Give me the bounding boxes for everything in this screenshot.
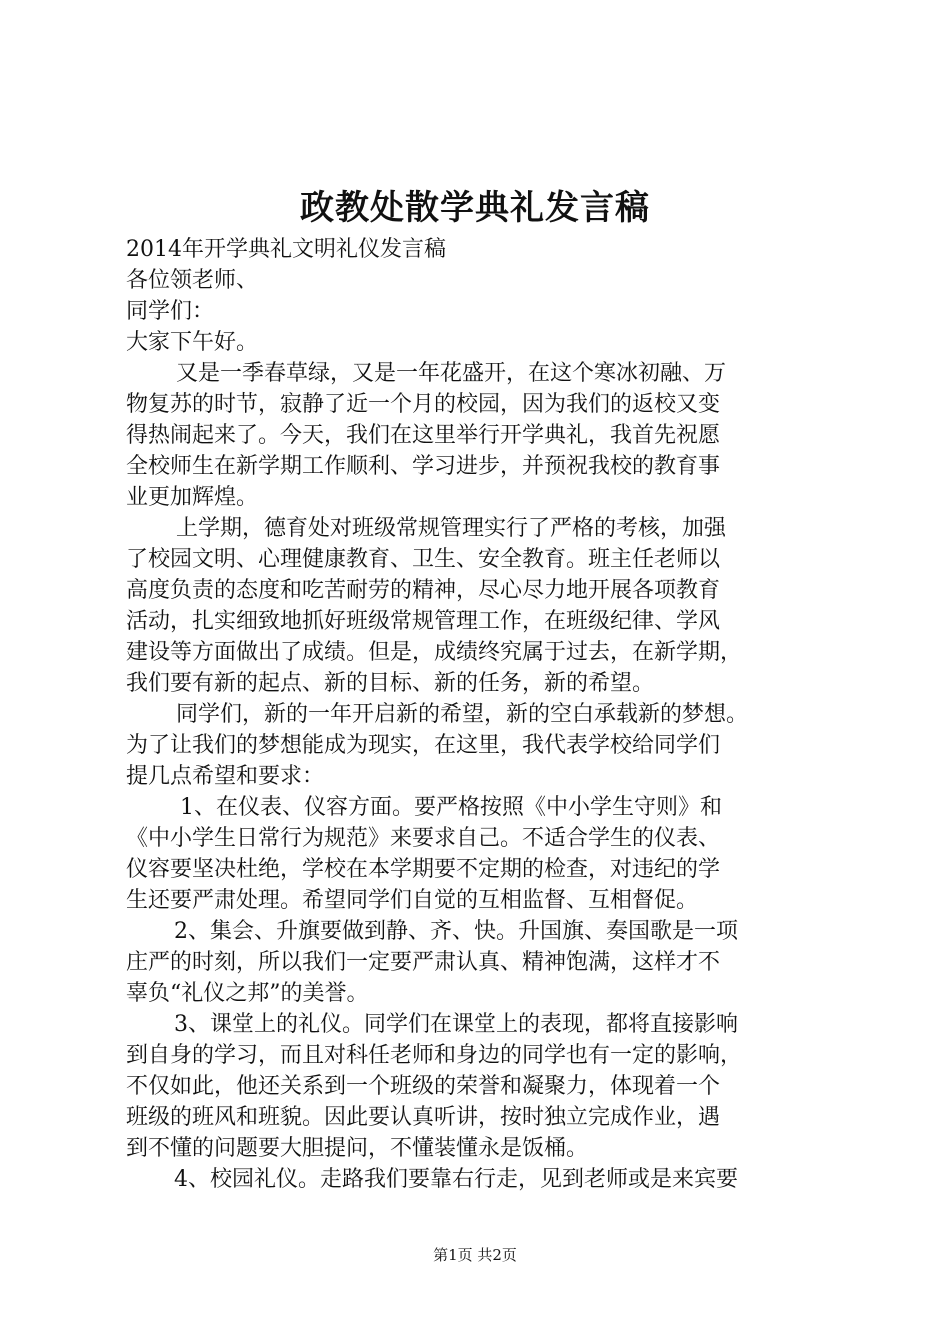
paragraph-line: 为了让我们的梦想能成为现实，在这里，我代表学校给同学们 bbox=[126, 733, 721, 758]
document-title: 政教处散学典礼发言稿 bbox=[300, 188, 650, 228]
salutation-line: 同学们： bbox=[126, 299, 215, 324]
list-item-line: 庄严的时刻，所以我们一定要严肃认真、精神饱满，这样才不 bbox=[126, 950, 721, 975]
list-item-line: 辜负“礼仪之邦”的美誉。 bbox=[126, 981, 369, 1006]
list-item-line: 生还要严肃处理。希望同学们自觉的互相监督、互相督促。 bbox=[126, 888, 699, 913]
list-item-line: 3、课堂上的礼仪。同学们在课堂上的表现，都将直接影响 bbox=[174, 1012, 738, 1037]
paragraph-line: 建设等方面做出了成绩。但是，成绩终究属于过去，在新学期， bbox=[126, 640, 743, 665]
paragraph-line: 业更加辉煌。 bbox=[126, 485, 259, 510]
paragraph-line: 我们要有新的起点、新的目标、新的任务，新的希望。 bbox=[126, 671, 655, 696]
list-item-line: 1、在仪表、仪容方面。要严格按照《中小学生守则》和 bbox=[180, 795, 722, 820]
list-item-line: 到不懂的问题要大胆提问，不懂装懂永是饭桶。 bbox=[126, 1136, 589, 1161]
list-item-line: 4、校园礼仪。走路我们要靠右行走，见到老师或是来宾要 bbox=[174, 1167, 738, 1192]
list-item-line: 班级的班风和班貌。因此要认真听讲，按时独立完成作业，遇 bbox=[126, 1105, 721, 1130]
paragraph-line: 活动，扎实细致地抓好班级常规管理工作，在班级纪律、学风 bbox=[126, 609, 721, 634]
greeting-line: 大家下午好。 bbox=[126, 330, 259, 355]
paragraph-line: 全校师生在新学期工作顺利、学习进步，并预祝我校的教育事 bbox=[126, 454, 721, 479]
list-item-line: 不仅如此，他还关系到一个班级的荣誉和凝聚力，体现着一个 bbox=[126, 1074, 721, 1099]
list-item-line: 仪容要坚决杜绝，学校在本学期要不定期的检查，对违纪的学 bbox=[126, 857, 721, 882]
paragraph-line: 高度负责的态度和吃苦耐劳的精神，尽心尽力地开展各项教育 bbox=[126, 578, 721, 603]
paragraph-line: 上学期，德育处对班级常规管理实行了严格的考核，加强 bbox=[176, 516, 727, 541]
document-body bbox=[126, 234, 830, 1195]
paragraph-line: 得热闹起来了。今天，我们在这里举行开学典礼，我首先祝愿 bbox=[126, 423, 721, 448]
list-item-line: 到自身的学习，而且对科任老师和身边的同学也有一定的影响， bbox=[126, 1043, 743, 1068]
paragraph-line: 提几点希望和要求： bbox=[126, 764, 325, 789]
paragraph-line: 物复苏的时节，寂静了近一个月的校园，因为我们的返校又变 bbox=[126, 392, 721, 417]
paragraph-line: 了校园文明、心理健康教育、卫生、安全教育。班主任老师以 bbox=[126, 547, 721, 572]
page-number-footer: 第1页 共2页 bbox=[433, 1246, 517, 1264]
paragraph-line: 又是一季春草绿，又是一年花盛开，在这个寒冰初融、万 bbox=[176, 361, 727, 386]
salutation-line: 各位领老师、 bbox=[126, 268, 259, 293]
list-item-line: 《中小学生日常行为规范》来要求自己。不适合学生的仪表、 bbox=[126, 826, 721, 851]
list-item-line: 2、集会、升旗要做到静、齐、快。升国旗、奏国歌是一项 bbox=[174, 919, 738, 944]
paragraph-line: 同学们，新的一年开启新的希望，新的空白承载新的梦想。 bbox=[176, 702, 749, 727]
subtitle-line: 2014年开学典礼文明礼仪发言稿 bbox=[126, 237, 446, 262]
